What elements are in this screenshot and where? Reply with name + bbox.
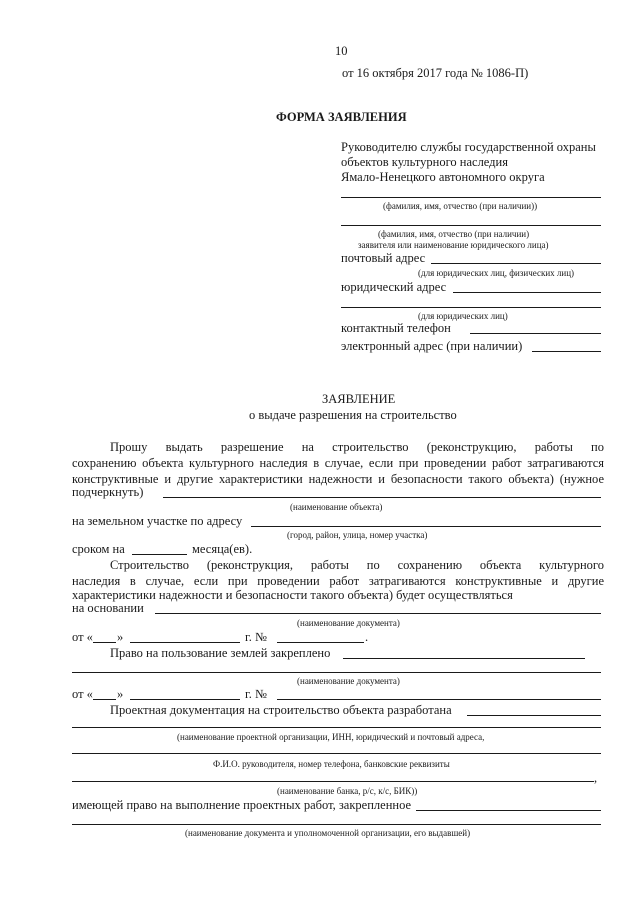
date2-number-field-line[interactable] [277, 699, 601, 700]
postal-address-caption: (для юридических лиц, физических лиц) [418, 268, 575, 278]
land-right-label: Право на пользование землей закреплено [110, 646, 331, 660]
head-caption: Ф.И.О. руководителя, номер телефона, банковские реквизиты [213, 759, 450, 769]
term-field-line[interactable] [132, 554, 187, 555]
applicant-caption-2: заявителя или наименование юридического лица) [358, 240, 549, 250]
object-name-field-line[interactable] [163, 497, 601, 498]
p1-word: работы [534, 440, 573, 454]
date2-month-field-line[interactable] [130, 699, 240, 700]
postal-address-field-line[interactable] [431, 263, 601, 264]
project-doc-label: Проектная документация на строительство объекта разработана [110, 703, 452, 717]
term-suffix: месяца(ев). [192, 542, 253, 556]
date2-year-number: г. № [245, 687, 267, 701]
p1-word: разрешение [220, 440, 284, 454]
paragraph-2-line-4: на основании [72, 601, 144, 615]
order-reference: от 16 октября 2017 года № 1086-П) [342, 66, 529, 80]
phone-field-line[interactable] [470, 333, 601, 334]
basis-field-line[interactable] [155, 613, 601, 614]
paragraph-2-line-3: характеристики надежности и безопасности такого объекта) будет осуществляться [72, 588, 513, 602]
legal-address-field-line[interactable] [453, 292, 601, 293]
statement-title: ЗАЯВЛЕНИЕ [322, 392, 396, 406]
land-right-field-line-2[interactable] [72, 672, 601, 673]
project-doc-field-line[interactable] [467, 715, 601, 716]
p1-word: (реконструкцию, [426, 440, 517, 454]
term-prefix: сроком на [72, 542, 125, 556]
date1-day-field-line[interactable] [93, 642, 116, 643]
paragraph-2-line-1 [110, 558, 604, 572]
p2-word: Строительство [110, 558, 190, 572]
p1-word: строительство [332, 440, 409, 454]
legal-address-field-line-2[interactable] [341, 307, 601, 308]
project-org-caption: (наименование проектной организации, ИНН, юридический и почтовый адреса, [177, 732, 485, 742]
legal-address-label: юридический адрес [341, 280, 447, 294]
legal-address-caption: (для юридических лиц) [418, 311, 508, 321]
licensed-field-line-2[interactable] [72, 824, 601, 825]
date1-year-number: г. № [245, 630, 267, 644]
p2-word: по [366, 558, 380, 572]
p1-word: Прошу [110, 440, 148, 454]
bank-caption: (наименование банка, р/с, к/с, БИК)) [277, 786, 418, 796]
p2-word: объекта [479, 558, 522, 572]
date1-from: от « [72, 630, 93, 644]
page-number: 10 [335, 44, 348, 58]
addressee-line-3: Ямало-Ненецкого автономного округа [341, 170, 545, 184]
email-label: электронный адрес (при наличии) [341, 339, 523, 353]
applicant-caption-1: (фамилия, имя, отчество (при наличии) [378, 229, 530, 239]
applicant-field-line[interactable] [341, 225, 601, 226]
project-org-field-line[interactable] [72, 727, 601, 728]
p2-word: работы [310, 558, 349, 572]
p1-word: на [301, 440, 314, 454]
land-address-field-line[interactable] [251, 526, 601, 527]
head-field-line[interactable] [72, 753, 601, 754]
date1-month-field-line[interactable] [130, 642, 240, 643]
addressee-line-2: объектов культурного наследия [341, 155, 508, 169]
licensed-field-line[interactable] [416, 810, 601, 811]
date1-period: . [365, 630, 369, 644]
paragraph-2-line-2: наследия в случае, если при проведении работ затрагиваются конструктивные и другие [72, 574, 604, 588]
form-title: ФОРМА ЗАЯВЛЕНИЯ [276, 110, 407, 124]
date2-day-field-line[interactable] [93, 699, 116, 700]
land-right-field-line[interactable] [343, 658, 585, 659]
land-right-caption: (наименование документа) [297, 676, 400, 686]
p1-word: по [591, 440, 604, 454]
fio-field-line[interactable] [341, 197, 601, 198]
postal-address-label: почтовый адрес [341, 251, 426, 265]
p2-word: сохранению [397, 558, 463, 572]
licensed-label: имеющей право на выполнение проектных работ, закрепленное [72, 798, 412, 812]
land-address-label: на земельном участке по адресу [72, 514, 243, 528]
p2-word: (реконструкция, [206, 558, 294, 572]
paragraph-1-line-4: подчеркнуть) [72, 485, 144, 499]
date2-close-quote: » [117, 687, 124, 701]
date2-from: от « [72, 687, 93, 701]
land-address-caption: (город, район, улица, номер участка) [287, 530, 428, 540]
date1-number-field-line[interactable] [277, 642, 364, 643]
fio-caption: (фамилия, имя, отчество (при наличии)) [383, 201, 538, 211]
bank-comma: , [594, 771, 598, 785]
basis-doc-caption: (наименование документа) [297, 618, 400, 628]
phone-label: контактный телефон [341, 321, 451, 335]
email-field-line[interactable] [532, 351, 601, 352]
object-name-caption: (наименование объекта) [290, 502, 383, 512]
paragraph-1-line-3: конструктивные и другие характеристики надежности и безопасности такого объекта) (нужное [72, 472, 604, 486]
addressee-line-1: Руководителю службы государственной охраны [341, 140, 596, 154]
date1-close-quote: » [117, 630, 124, 644]
p2-word: культурного [539, 558, 604, 572]
bank-field-line[interactable] [72, 781, 594, 782]
paragraph-1-line-1 [72, 440, 604, 454]
paragraph-1-line-2: сохранению объекта культурного наследия в случае, если при проведении работ затрагиваются [72, 456, 604, 470]
licensed-caption: (наименование документа и уполномоченной организации, его выдавшей) [185, 828, 471, 838]
p1-word: выдать [165, 440, 203, 454]
statement-subtitle: о выдаче разрешения на строительство [249, 408, 457, 422]
